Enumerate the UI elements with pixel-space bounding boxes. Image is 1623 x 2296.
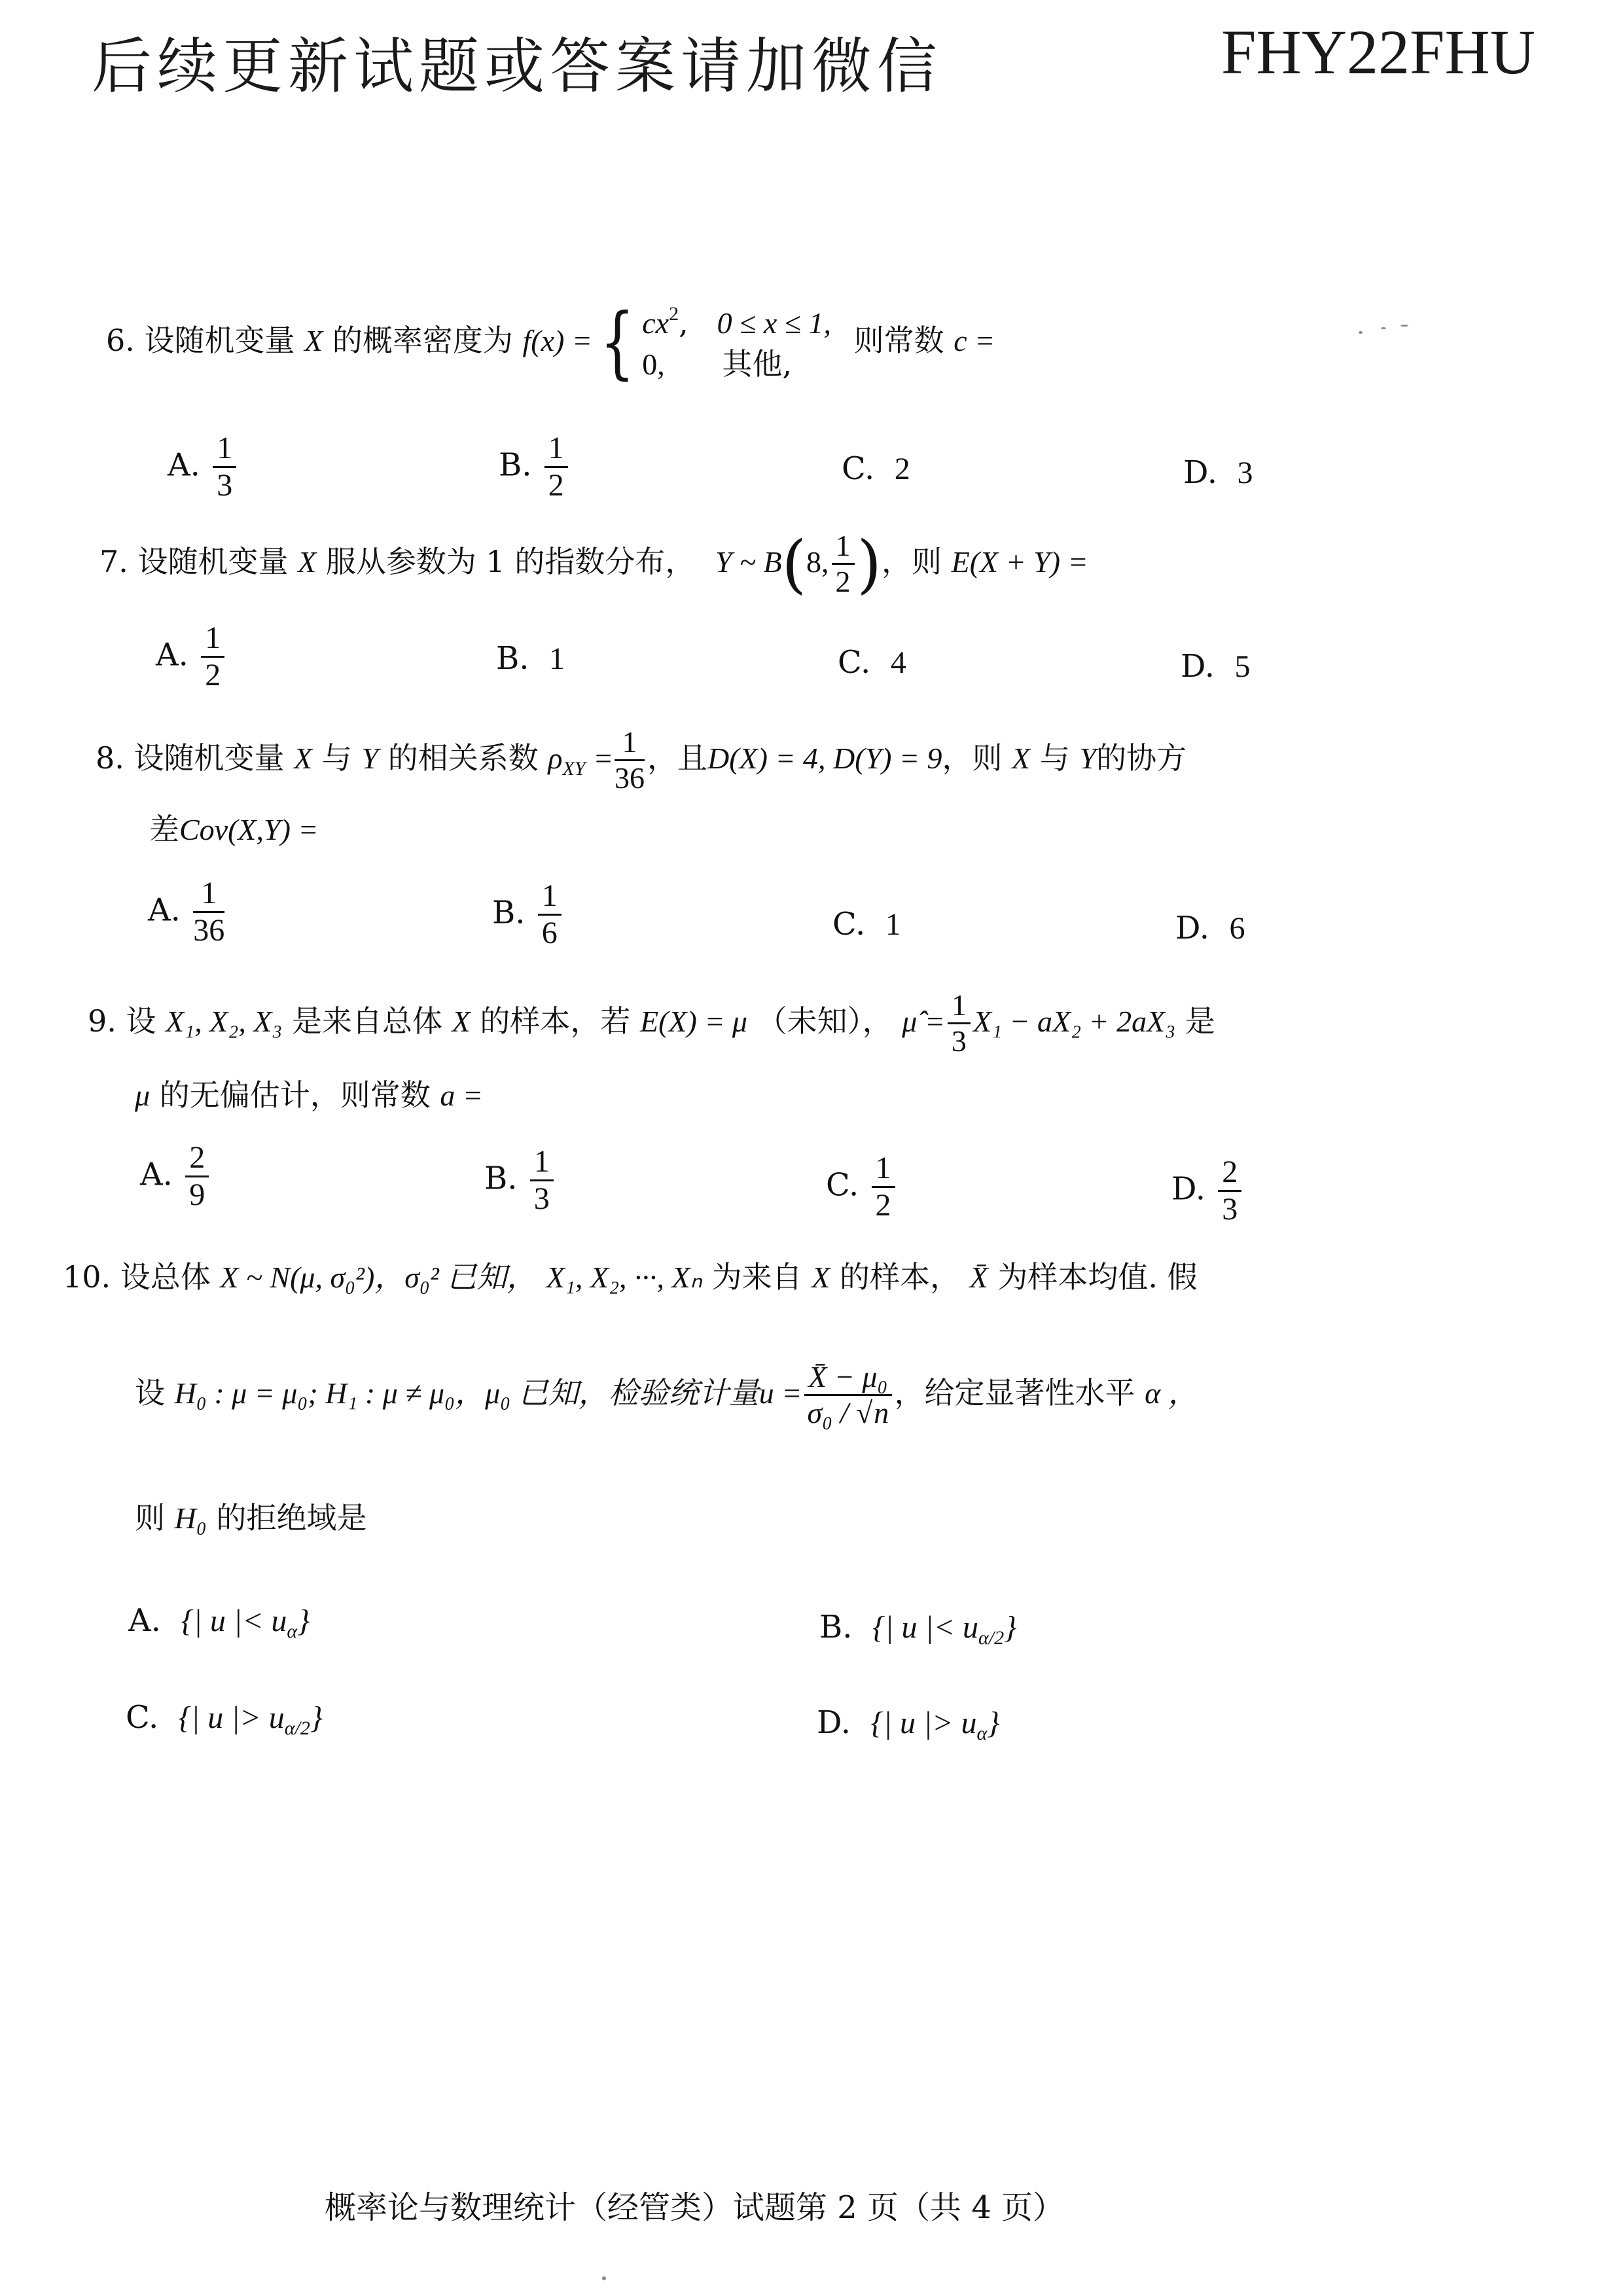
header-banner-text: 后续更新试题或答案请加微信	[92, 31, 943, 101]
question-number: 8.	[96, 740, 124, 776]
option-b[interactable]: B. $\frac{1}{3}$	[484, 1145, 556, 1216]
option-c[interactable]: C. 4	[838, 644, 906, 681]
option-c[interactable]: C. 2	[842, 450, 910, 487]
option-a[interactable]: A. {| u |< $u_\alpha$}	[128, 1602, 310, 1642]
option-d[interactable]: D. 3	[1183, 454, 1253, 491]
question-9-line2: μ 的无偏估计，则常数 a =	[135, 1077, 483, 1113]
header-wechat-id: FHY22FHU	[1221, 17, 1536, 87]
question-10-line3: 则 H₀ 的拒绝域是	[135, 1500, 367, 1535]
page-footer: 概率论与数理统计（经管类）试题第 2 页（共 4 页）	[325, 2189, 1065, 2226]
option-a[interactable]: A. $\frac{2}{9}$	[140, 1141, 211, 1212]
question-9: 9. 设 X₁, X₂, X₃ 是来自总体 X 的样本，若 E(X) = μ （未知）， μ̂ = $\frac{1}{3}$ X₁ − aX₂ + 2aX₃ 是	[88, 988, 1215, 1058]
option-d[interactable]: D. {| u |> $u_\alpha$}	[817, 1704, 1000, 1744]
option-d[interactable]: D. $\frac{2}{3}$	[1171, 1156, 1244, 1227]
option-b[interactable]: B. $\frac{1}{2}$	[499, 432, 571, 503]
option-d[interactable]: D. 5	[1181, 648, 1251, 685]
question-number: 7.	[99, 543, 128, 579]
scan-speck	[1381, 327, 1386, 329]
option-c[interactable]: C. {| u |> $u_{\alpha/2}$}	[126, 1699, 323, 1739]
question-10: 10. 设总体 X ~ N(μ, σ₀²)，σ₀² 已知， X₁, X₂, ···, Xₙ 为来自 X 的样本， X̄ 为样本均值. 假	[63, 1259, 1198, 1295]
question-8-line2: 差Cov(X,Y) =	[149, 812, 319, 847]
option-a[interactable]: A. $\frac{1}{3}$	[168, 432, 239, 503]
option-d[interactable]: D. 6	[1175, 910, 1245, 946]
option-a[interactable]: A. $\frac{1}{36}$	[148, 876, 225, 948]
option-b[interactable]: B. 1	[496, 640, 565, 677]
test-statistic-fraction: $\frac{\text{X̄ − μ₀}}{\text{σ₀ / √n}}$	[804, 1361, 891, 1429]
piecewise-cases: $cx^2$, 0 ≤ x ≤ 1, 0, 其他,	[642, 303, 831, 382]
scan-speck	[1359, 331, 1363, 334]
cases-brace: {	[599, 297, 635, 389]
option-b[interactable]: B. $\frac{1}{6}$	[492, 880, 564, 950]
question-number: 10.	[63, 1259, 111, 1295]
question-number: 6.	[106, 323, 135, 359]
question-6: 6. 设随机变量 X 的概率密度为 f(x) ={ $cx^2$, 0 ≤ x ≤ 1, 0, 其他, 则常数 c =	[106, 297, 995, 389]
option-b[interactable]: B. {| u |< $u_{\alpha/2}$}	[819, 1609, 1017, 1649]
scan-speck	[1400, 325, 1408, 327]
option-c[interactable]: C. $\frac{1}{2}$	[826, 1152, 898, 1223]
question-7: 7. 设随机变量 X 服从参数为 1 的指数分布， Y ~ B(8, $\frac{1}{2}$ )，则 E(X + Y) =	[99, 527, 1088, 601]
option-a[interactable]: A. $\frac{1}{2}$	[156, 622, 227, 692]
question-8: 8. 设随机变量 X 与 Y 的相关系数 $\rho_{XY}$ = $\frac{1}{36}$ ，且D(X) = 4, D(Y) = 9，则 X 与 Y的协方	[96, 725, 1187, 795]
question-number: 9.	[88, 1003, 116, 1039]
scan-speck	[602, 2276, 606, 2280]
question-10-line2: 设 H₀ : μ = μ₀; H₁ : μ ≠ μ₀，μ₀ 已知，检验统计量u = $\frac{\text{X̄ − μ₀}}{\text{σ₀ / √n}}$ ，给定显著性水平 α ，	[135, 1360, 1198, 1430]
option-c[interactable]: C. 1	[832, 906, 901, 942]
